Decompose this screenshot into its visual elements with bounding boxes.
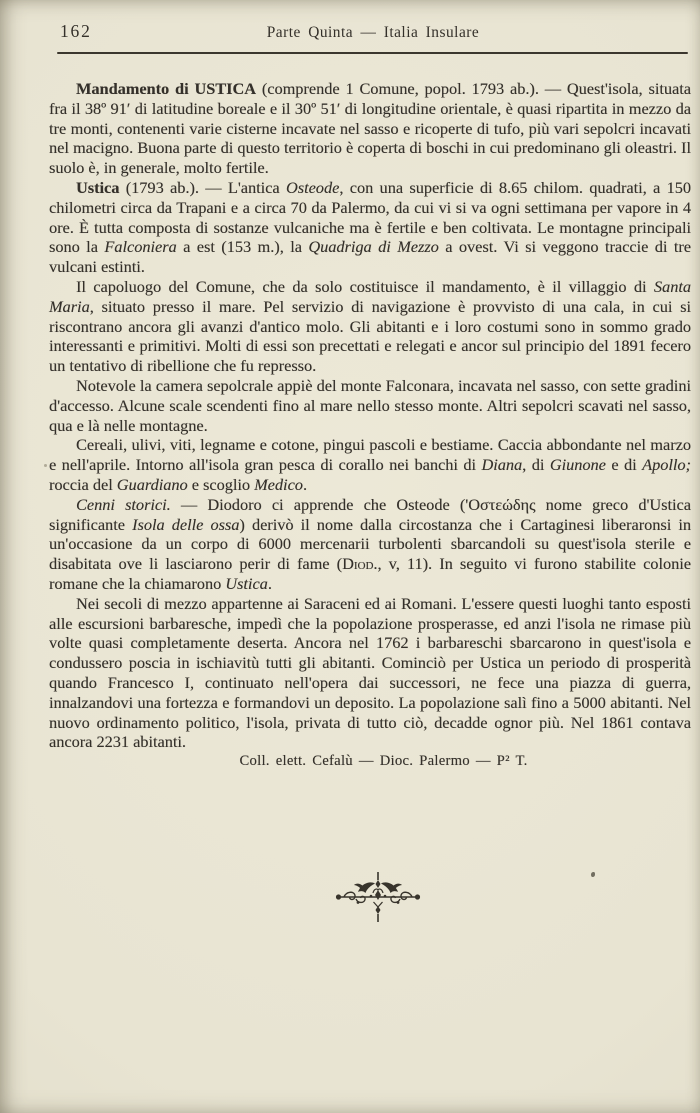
text-run: Medico [254, 474, 303, 494]
text-run: (comprende 1 Comune, popol. 1793 ab.). — Quest'isola, situata fra il 38º 91′ di latitudine boreale e il 30º 51′ di longitudine orientale, è quasi ripartita in mezzo da tre monti, contenenti varie cisterne incavate nel sasso e ricoperte di tufo, più vari sepolcri incavati nel macigno. Buona parte di questo territorio è coperta di boschi in cui predominano gli oleastri. Il suolo è, in generale, molto fertile. [49, 79, 691, 178]
text-run: Diod. [342, 554, 378, 574]
body-text [49, 79, 691, 772]
text-run: ) derivò il nome dalla circostanza che i Cartaginesi liberaronsi in un'occasione da un corpo di 6000 mercenarii turbolenti sbarcandoli su quest'isola sterile e disabitata ove li lasciarono perir di fame ( [49, 514, 692, 574]
text-run: , con una superficie di 8.65 chilom. quadrati, a 150 chilometri circa da Trapani e a circa 70 da Palermo, da cui vi si va ogni settimana per vapore in 4 ore. È tutta composta di sostanze vulcaniche ma è fertile e ben coltivata. Le montagne principali sono la [49, 177, 692, 257]
text-run: e scoglio [187, 474, 255, 494]
fleuron-icon [334, 872, 422, 922]
text-run: Guardiano [116, 474, 188, 494]
paragraph [49, 178, 691, 277]
paragraph [49, 435, 691, 494]
text-run: Isola delle ossa [132, 514, 240, 534]
text-run: — Diodoro ci apprende che Osteode ('Οστεώδης nome greco d'Ustica significante [49, 494, 691, 534]
text-run: Diana [481, 455, 523, 475]
paragraph [49, 79, 691, 178]
text-run: , di [522, 455, 550, 475]
text-run: Mandamento di USTICA [76, 79, 256, 98]
text-run: e di [605, 455, 643, 475]
paragraph [49, 277, 691, 376]
text-run: Falconiera [104, 237, 177, 257]
text-run: Nei secoli di mezzo appartenne ai Saraceni ed ai Romani. L'essere questi luoghi tanto esposti alle escursioni barbaresche, impedì che la popolazione prosperasse, ed anzi l'isola ne rimase più volte quasi completamente deserta. Ancora nel 1762 i barbareschi sbarcarono in quest'isola e condussero poscia in ischiavitù tutti gli abitanti. Cominciò per Ustica un periodo di prosperità quando Francesco I, continuato nell'opera dai successori, ne fece una piazza di guerra, innalzandovi una fortezza e formandovi un deposito. La popolazione salì fino a 5000 abitanti. Nel nuovo ordinamento politico, l'isola, privata di tutto ciò, decadde ognor più. Nel 1861 contava ancora 2231 abitanti. [49, 593, 691, 752]
text-run: . [302, 474, 308, 494]
text-run: . [267, 573, 272, 593]
text-run: Santa Maria [49, 276, 691, 316]
text-run: Notevole la camera sepolcrale appiè del monte Falconara, incavata nel sasso, con sette gradini d'accesso. Alcune scale scendenti fino al mare nello stesso monte. Altri sepolcri scavati nel sasso, qua e là nelle montagne. [49, 375, 691, 435]
scan-speck [44, 464, 47, 467]
text-run: Osteode [285, 177, 340, 197]
text-run: Giunone [549, 455, 606, 475]
text-run: (1793 ab.). — L'antica [119, 177, 286, 197]
text-run: Cereali, ulivi, viti, legname e cotone, pingui pascoli e bestiame. Caccia abbondante nel marzo e nell'aprile. Intorno all'isola gran pesca di corallo nei banchi di [49, 435, 691, 475]
text-run: , situato presso il mare. Pel servizio di navigazione è provvisto di una cala, in cui si riscontrano ancora gli avanzi d'antico molo. Gli abitanti e i loro costumi sono in sommo grado interessanti e primitivi. Molti di essi son precettati e relegati e ancor sul principio del 1891 fecero un tentativo di ribellione che fu represso. [49, 296, 691, 376]
footer-line: Coll. elett. Cefalù — Dioc. Palermo — P² T. [239, 753, 528, 770]
text-run: Apollo; [642, 455, 691, 475]
text-run: Ustica [225, 573, 268, 593]
text-run: Cenni storici. [76, 494, 171, 514]
text-run: Ustica [76, 177, 120, 197]
text-run: a ovest. Vi si veggono traccie di tre vulcani estinti. [49, 237, 691, 277]
text-run: a est (153 m.), la [176, 237, 309, 257]
text-run: Il capoluogo del Comune, che da solo costituisce il mandamento, è il villaggio di [76, 276, 654, 296]
paragraph [49, 594, 691, 752]
paragraph [49, 495, 691, 594]
running-title: Parte Quinta — Italia Insulare [266, 24, 480, 41]
paragraph [49, 376, 691, 435]
page-number: 162 [60, 21, 92, 41]
text-run: Quadriga di Mezzo [308, 237, 439, 257]
scan-speck [591, 872, 595, 877]
header-rule [57, 52, 688, 54]
text-run: , v, 11). In seguito vi furono stabilite colonie romane che la chiamarono [49, 554, 692, 593]
text-run: roccia del [49, 474, 117, 494]
